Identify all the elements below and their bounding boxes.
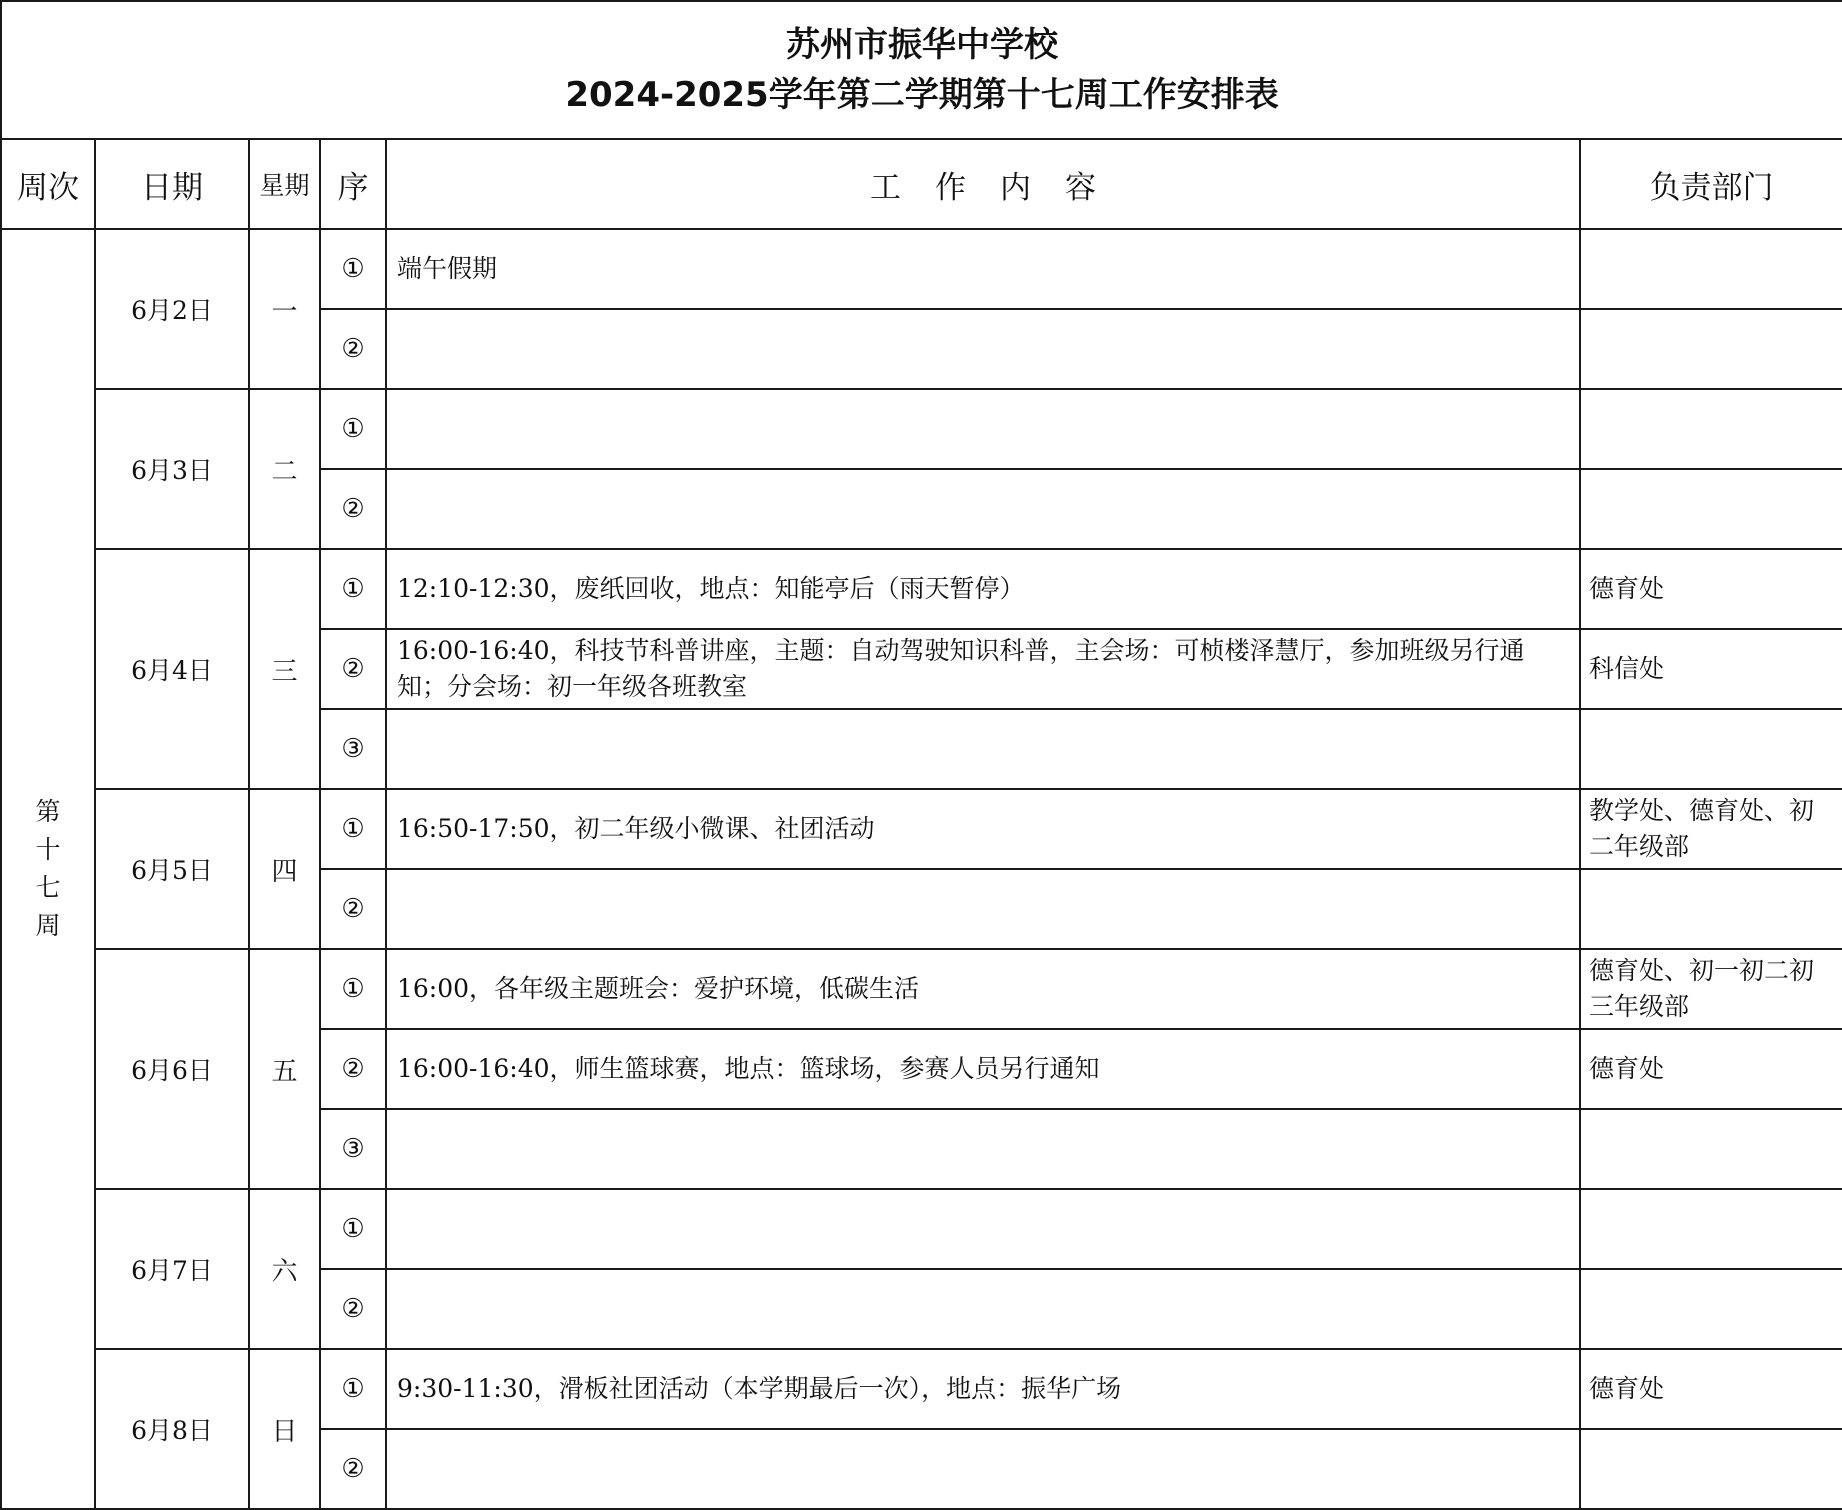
sequence-cell: ② <box>320 1429 386 1509</box>
work-content-cell <box>386 1429 1580 1509</box>
work-content-cell <box>386 1189 1580 1269</box>
department-cell <box>1580 709 1842 789</box>
date-cell: 6月3日 <box>95 389 249 549</box>
sequence-cell: ② <box>320 869 386 949</box>
weekday-cell: 六 <box>249 1189 320 1349</box>
department-cell: 德育处 <box>1580 1029 1842 1109</box>
weekday-cell: 四 <box>249 789 320 949</box>
sequence-cell: ③ <box>320 1109 386 1189</box>
table-row <box>1 549 1842 629</box>
header-content: 工作内容 <box>386 139 1580 229</box>
department-cell <box>1580 1109 1842 1189</box>
work-content-cell <box>386 709 1580 789</box>
work-content-cell <box>386 869 1580 949</box>
work-content-cell: 12:10-12:30，废纸回收，地点：知能亭后（雨天暂停） <box>386 549 1580 629</box>
sequence-cell: ① <box>320 1189 386 1269</box>
header-date: 日期 <box>95 139 249 229</box>
department-cell <box>1580 309 1842 389</box>
sequence-cell: ② <box>320 1269 386 1349</box>
header-seq: 序 <box>320 139 386 229</box>
work-content-cell <box>386 469 1580 549</box>
department-cell <box>1580 469 1842 549</box>
weekday-cell: 三 <box>249 549 320 789</box>
department-cell: 教学处、德育处、初二年级部 <box>1580 789 1842 869</box>
sequence-cell: ① <box>320 949 386 1029</box>
document-title <box>1 1 1842 139</box>
sequence-cell: ② <box>320 1029 386 1109</box>
week-label-char: 第 <box>35 797 61 826</box>
table-row <box>1 1349 1842 1429</box>
date-cell: 6月6日 <box>95 949 249 1189</box>
header-dept: 负责部门 <box>1580 139 1842 229</box>
sequence-cell: ① <box>320 789 386 869</box>
header-row <box>1 139 1842 229</box>
department-cell <box>1580 1429 1842 1509</box>
department-cell: 德育处 <box>1580 549 1842 629</box>
work-content-cell <box>386 309 1580 389</box>
sequence-cell: ② <box>320 469 386 549</box>
table-row <box>1 389 1842 469</box>
date-cell: 6月5日 <box>95 789 249 949</box>
week-label-char: 七 <box>35 873 61 902</box>
sequence-cell: ① <box>320 389 386 469</box>
header-weekday: 星期 <box>249 139 320 229</box>
work-content-cell: 16:50-17:50，初二年级小微课、社团活动 <box>386 789 1580 869</box>
table-row <box>1 949 1842 1029</box>
work-content-cell: 16:00-16:40，师生篮球赛，地点：篮球场，参赛人员另行通知 <box>386 1029 1580 1109</box>
department-cell <box>1580 869 1842 949</box>
work-content-cell: 16:00-16:40，科技节科普讲座，主题：自动驾驶知识科普，主会场：可桢楼泽慧厅，参加班级另行通知；分会场：初一年级各班教室 <box>386 629 1580 709</box>
date-cell: 6月7日 <box>95 1189 249 1349</box>
weekday-cell: 一 <box>249 229 320 389</box>
school-name: 苏州市振华中学校 <box>786 25 1059 65</box>
week-label-char: 十 <box>35 835 61 864</box>
sequence-cell: ② <box>320 629 386 709</box>
week-number-cell <box>1 229 95 1509</box>
weekday-cell: 五 <box>249 949 320 1189</box>
date-cell: 6月2日 <box>95 229 249 389</box>
work-content-cell <box>386 389 1580 469</box>
department-cell: 科信处 <box>1580 629 1842 709</box>
department-cell: 德育处、初一初二初三年级部 <box>1580 949 1842 1029</box>
date-cell: 6月4日 <box>95 549 249 789</box>
work-content-cell <box>386 1109 1580 1189</box>
department-cell <box>1580 389 1842 469</box>
sequence-cell: ① <box>320 1349 386 1429</box>
schedule-title: 2024-2025学年第二学期第十七周工作安排表 <box>565 75 1279 115</box>
department-cell <box>1580 1189 1842 1269</box>
department-cell <box>1580 229 1842 309</box>
table-row <box>1 1189 1842 1269</box>
weekday-cell: 日 <box>249 1349 320 1509</box>
header-week: 周次 <box>1 139 95 229</box>
sequence-cell: ② <box>320 309 386 389</box>
sequence-cell: ① <box>320 549 386 629</box>
work-content-cell: 端午假期 <box>386 229 1580 309</box>
work-content-cell: 16:00，各年级主题班会：爱护环境，低碳生活 <box>386 949 1580 1029</box>
table-row <box>1 789 1842 869</box>
department-cell <box>1580 1269 1842 1349</box>
work-content-cell <box>386 1269 1580 1349</box>
sequence-cell: ① <box>320 229 386 309</box>
week-label-char: 周 <box>35 911 61 940</box>
date-cell: 6月8日 <box>95 1349 249 1509</box>
department-cell: 德育处 <box>1580 1349 1842 1429</box>
weekday-cell: 二 <box>249 389 320 549</box>
sequence-cell: ③ <box>320 709 386 789</box>
table-row <box>1 229 1842 309</box>
work-content-cell: 9:30-11:30，滑板社团活动（本学期最后一次），地点：振华广场 <box>386 1349 1580 1429</box>
